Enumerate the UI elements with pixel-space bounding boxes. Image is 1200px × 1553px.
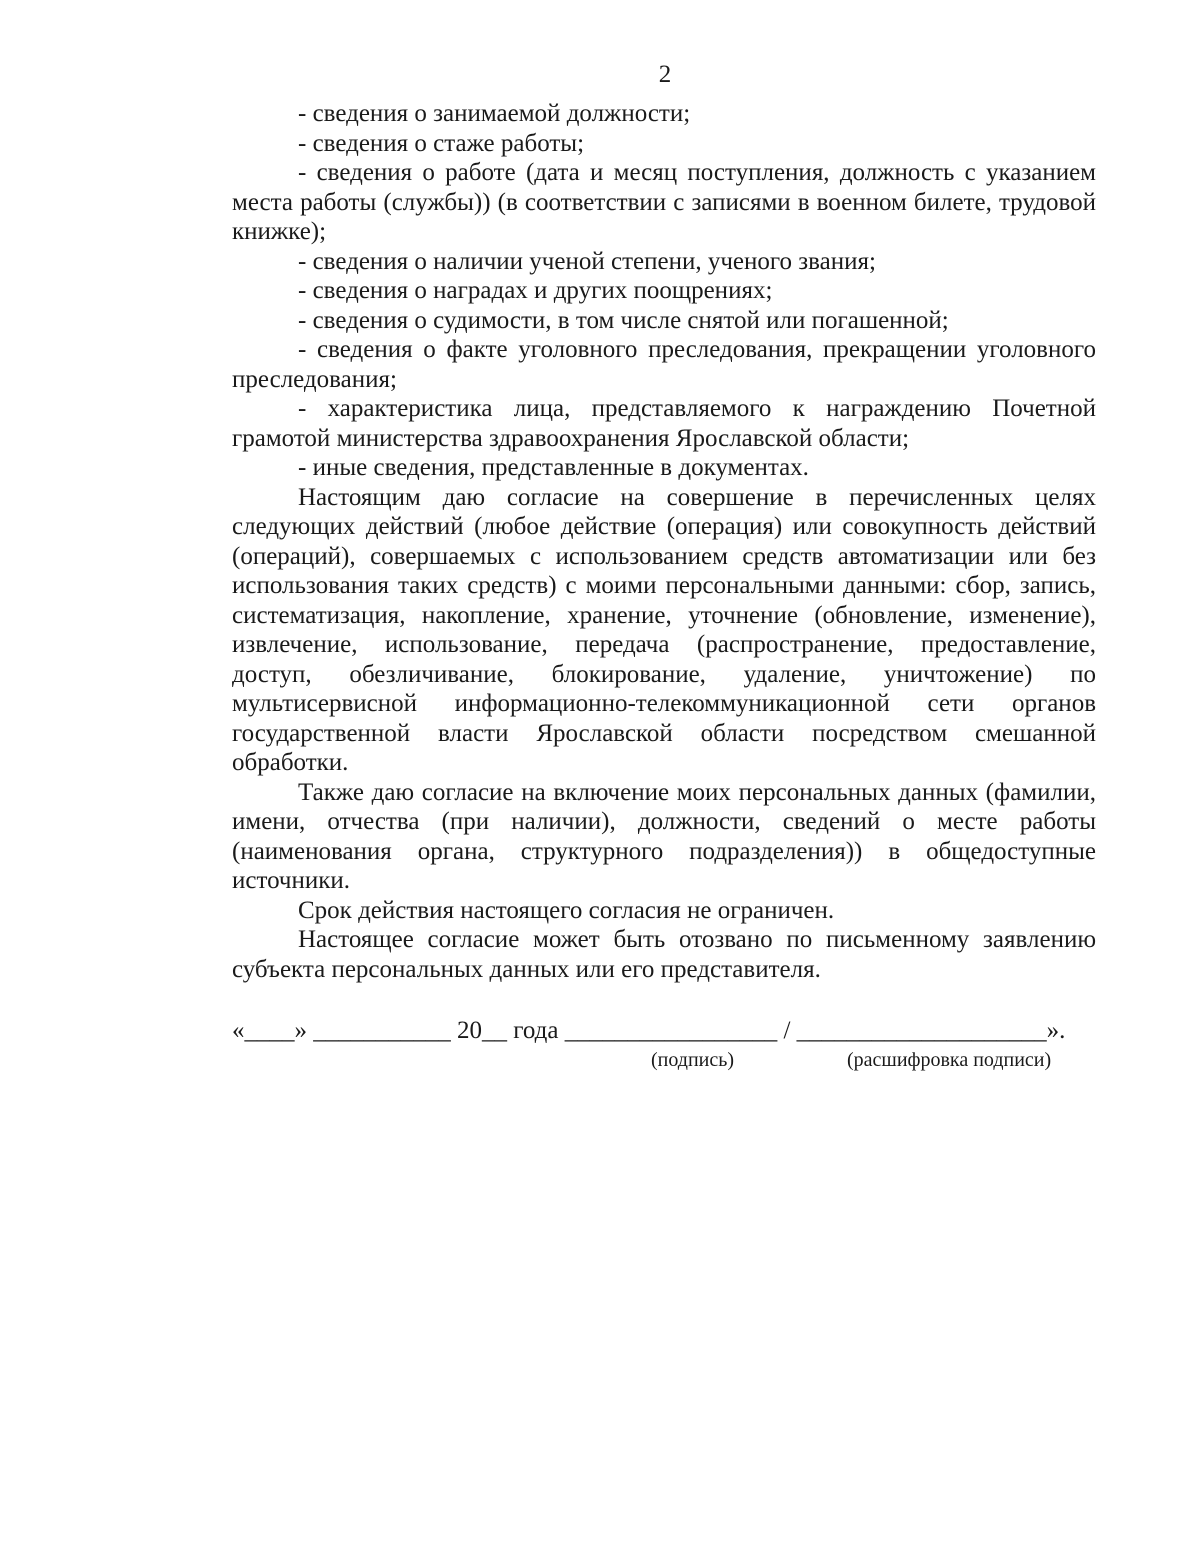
list-item: - сведения о факте уголовного преследования, прекращении уголовного преследования; [232,336,1096,393]
consent-actions-paragraph: Настоящим даю согласие на совершение в перечисленных целях следующих действий (любое действие (операция) или совокупность действий (операций), совершаемых с использованием средств автоматизации или без использования таких средств) с моими персональными данными: сбор, запись, систематизация, накопление, хранение, уточнение (обновление, изменение), извлечение, использование, передача (распространение, предоставление, доступ, обезличивание, блокирование, удаление, уничтожение) по мультисервисной информационно-телекоммуникационной сети органов государственной власти Ярославской области посредством смешанной обработки. [232,483,1096,776]
signature-decoding-caption: (расшифровка подписи) [847,1049,1052,1071]
signature-line: «____» ___________ 20__ года _________________ / ____________________». [232,1017,1066,1044]
list-item: - сведения о стаже работы; [298,129,585,157]
list-item: - характеристика лица, представляемого к награждению Почетной грамотой министерства здравоохранения Ярославской области; [232,395,1096,452]
revocation-paragraph: Настоящее согласие может быть отозвано по письменному заявлению субъекта персональных данных или его представителя. [232,926,1096,983]
signature-caption: (подпись) [651,1049,735,1071]
list-item: - сведения о работе (дата и месяц поступления, должность с указанием места работы (службы)) (в соответствии с записями в военном билете, трудовой книжке); [232,159,1096,245]
list-item: - сведения о наградах и других поощрениях; [298,277,773,304]
list-item: - сведения о наличии ученой степени, ученого звания; [298,247,876,275]
validity-paragraph: Срок действия настоящего согласия не ограничен. [298,896,835,924]
list-item: - иные сведения, представленные в документах. [298,454,809,481]
document-body [232,99,1096,984]
page-number: 2 [658,61,672,88]
list-item: - сведения о судимости, в том числе снятой или погашенной; [298,306,949,334]
public-sources-paragraph: Также даю согласие на включение моих персональных данных (фамилии, имени, отчества (при наличии), должности, сведений о месте работы (наименования органа, структурного подразделения)) в общедоступные источники. [232,778,1096,894]
list-item: - сведения о занимаемой должности; [298,100,691,127]
